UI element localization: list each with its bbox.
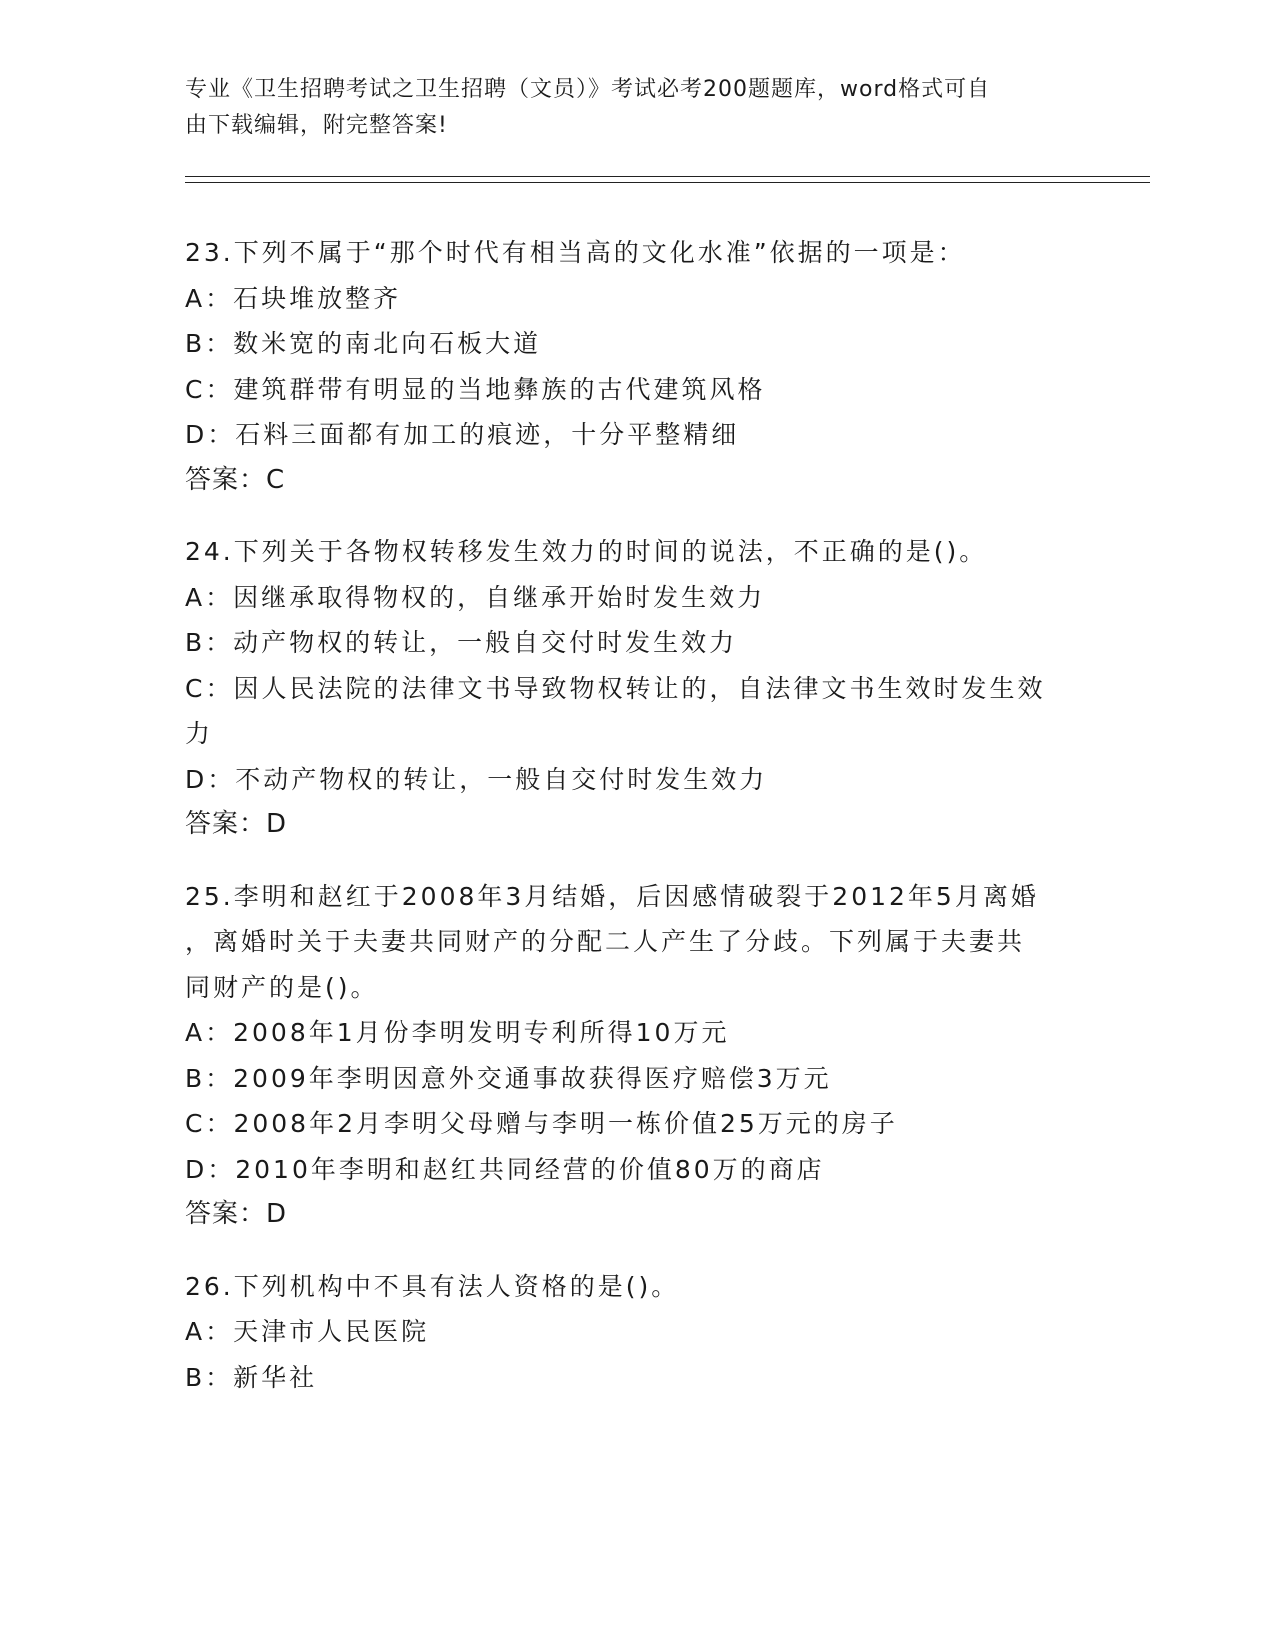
answer-option: B：2009年李明因意外交通事故获得医疗赔偿3万元 — [185, 1063, 832, 1093]
question-block — [185, 1264, 1085, 1401]
question-stem: 同财产的是()。 — [185, 972, 379, 1002]
header-line: 由下载编辑，附完整答案! — [185, 113, 448, 138]
answer-key: 答案：D — [185, 1199, 288, 1229]
question-stem: 24.下列关于各物权转移发生效力的时间的说法，不正确的是()。 — [185, 537, 988, 566]
document-header — [185, 72, 1085, 144]
answer-option: D：2010年李明和赵红共同经营的价值80万的商店 — [185, 1154, 825, 1184]
question-block — [185, 529, 1085, 848]
answer-option: A：因继承取得物权的，自继承开始时发生效力 — [185, 582, 766, 612]
answer-option: A：石块堆放整齐 — [185, 283, 402, 313]
answer-option: A：2008年1月份李明发明专利所得10万元 — [185, 1018, 730, 1047]
answer-key: 答案：D — [185, 809, 288, 839]
question-block — [185, 230, 1085, 503]
question-stem: 23.下列不属于“那个时代有相当高的文化水准”依据的一项是： — [185, 238, 966, 267]
answer-key: 答案：C — [185, 464, 286, 495]
question-stem: 25.李明和赵红于2008年3月结婚，后因感情破裂于2012年5月离婚 — [185, 881, 1039, 911]
question-stem: 26.下列机构中不具有法人资格的是()。 — [185, 1271, 680, 1301]
answer-option: D：不动产物权的转让，一般自交付时发生效力 — [185, 764, 768, 794]
answer-option: C：2008年2月李明父母赠与李明一栋价值25万元的房子 — [185, 1109, 898, 1138]
header-line: 专业《卫生招聘考试之卫生招聘（文员）》考试必考200题题库，word格式可自 — [185, 77, 991, 102]
answer-option: C：因人民法院的法律文书导致物权转让的，自法律文书生效时发生效 — [185, 673, 1046, 703]
answer-option: B：新华社 — [185, 1362, 318, 1392]
answer-option: D：石料三面都有加工的痕迹，十分平整精细 — [185, 420, 740, 449]
answer-option: B：数米宽的南北向石板大道 — [185, 329, 542, 358]
answer-option: C：建筑群带有明显的当地彝族的古代建筑风格 — [185, 374, 766, 404]
answer-option: 力 — [185, 719, 214, 748]
answer-option: B：动产物权的转让，一般自交付时发生效力 — [185, 628, 738, 657]
header-divider — [185, 176, 1150, 177]
question-block — [185, 874, 1085, 1238]
question-list — [185, 230, 1085, 1426]
answer-option: A：天津市人民医院 — [185, 1317, 430, 1346]
question-stem: ，离婚时关于夫妻共同财产的分配二人产生了分歧。下列属于夫妻共 — [185, 927, 1026, 956]
header-divider — [185, 182, 1150, 183]
